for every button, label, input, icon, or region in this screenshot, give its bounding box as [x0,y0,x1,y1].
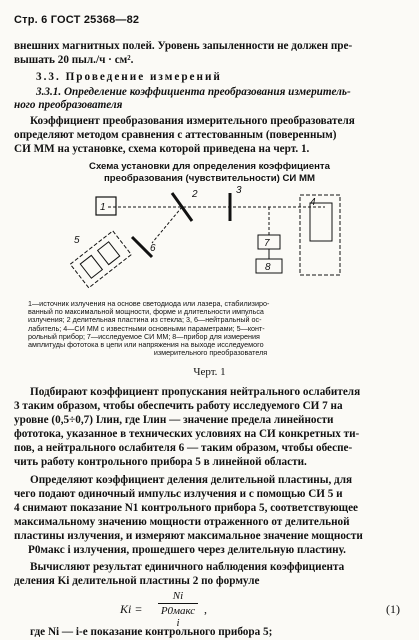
text-line: уровне (0,5÷0,7) Iлин, где Iлин — значение предела линейности [14,414,334,426]
caption-line: измерительного преобразователя [153,348,268,358]
label-7: 7 [264,238,270,249]
caption-line: рольный прибор; 7—исследуемое СИ ММ; 8—прибор для измерения [28,331,260,341]
text-line: определяют методом сравнения с аттестованным (поверенным) [14,129,337,141]
text-line: P0макс i излучения, прошедшего через делительную пластину. [28,544,346,556]
attenuator-6 [132,237,152,257]
text-line: фототока, указанное в технических условиях на СИ конкретных ти- [14,428,360,440]
text-line: Вычисляют результат единичного наблюдения коэффициента [30,561,345,573]
label-6: 6 [150,243,156,254]
subsection-heading: 3.3.1. Определение коэффициента преобразования измеритель- [36,86,351,98]
caption-line: 1—источник излучения на основе светодиода или лазера, стабилизиро- [28,299,270,308]
text-line: СИ ММ на установке, схема которой приведена на черт. 1. [14,143,310,155]
caption-line: излучения; 2 делительная пластина из стекла; 3, 6—нейтральный ос- [28,315,262,325]
text-line: вышать 20 пыл./ч · см². [14,54,134,66]
text-line: пластины излучения, и измеряют максимальное значение мощности [14,530,363,542]
figure-title-line2: преобразования (чувствительности) СИ ММ [104,173,315,184]
figure-title-line1: Схема установки для определения коэффициента [89,161,330,172]
subsection-heading-cont: ного преобразователя [14,99,123,111]
text-line: внешних магнитных полей. Уровень запыленности не должен пре- [14,40,353,52]
text-line: деления Ki делительной пластины 2 по формуле [14,575,260,587]
text-line: Определяют коэффициент деления делительной пластины, для [30,474,353,486]
setup-diagram [60,185,360,295]
label-5: 5 [74,235,80,246]
text-line: максимальному значению мощности отраженного от делительной [14,516,350,528]
equation-number: (1) [386,602,400,616]
section-heading: 3.3. Проведение измерений [36,71,222,83]
formula-numerator: Ni [158,590,198,604]
text-line: чить работу контрольного прибора 5 в линейной области. [14,456,307,468]
text-line: 3 таким образом, чтобы обеспечить работу исследуемого СИ 7 на [14,400,343,412]
caption-line: амплитуды фототока в цепи или напряжения на выходе исследуемого [28,340,264,350]
label-1: 1 [100,202,106,213]
caption-line: ванный по максимальной мощности, форме и длительности импульса [28,307,264,317]
formula-fraction [158,590,198,629]
label-2: 2 [192,189,198,200]
label-3: 3 [236,185,242,196]
text-line: 4 снимают показание N1 контрольного прибора 5, соответствующее [14,502,358,514]
label-8: 8 [265,262,271,273]
radiation-source-box [96,197,116,215]
figure-caption [28,300,393,357]
text-line: Подбирают коэффициент пропускания нейтрального ослабителя [30,386,361,398]
caption-line: лабитель; 4—СИ ММ с известными основными параметрами; 5—конт- [28,323,265,333]
label-4: 4 [310,197,316,208]
page-header: Стр. 6 ГОСТ 25368—82 [14,14,140,26]
text-line: где Ni — i-е показание контрольного прибора 5; [30,626,273,638]
text-line: Коэффициент преобразования измерительного преобразователя [30,115,355,127]
figure-label: Черт. 1 [193,366,226,378]
formula-tail: , [204,602,207,616]
text-line: пов, а нейтрального ослабителя 6 — таким образом, чтобы обеспе- [14,442,353,454]
text-line: чего подают одиночный импульс излучения и с помощью СИ 5 и [14,488,343,500]
formula-lhs: Ki = [120,602,143,616]
formula [40,590,400,629]
formula-denominator: P0макс i [160,605,196,629]
